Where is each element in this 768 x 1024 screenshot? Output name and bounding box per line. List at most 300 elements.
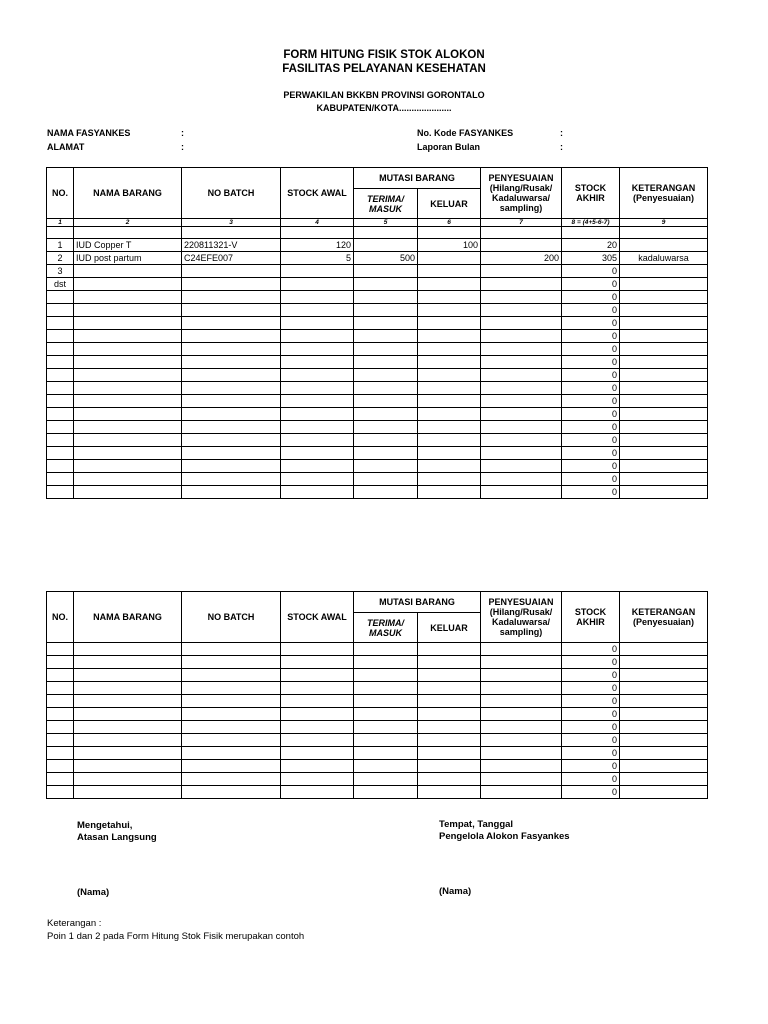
cell-no[interactable]	[47, 447, 74, 460]
cell-penyesuaian[interactable]	[481, 447, 562, 460]
cell-nama-barang[interactable]	[74, 395, 182, 408]
cell-stock-awal[interactable]	[281, 643, 354, 656]
cell-keluar[interactable]: 100	[418, 239, 481, 252]
cell-no-batch[interactable]	[182, 395, 281, 408]
cell-nama-barang[interactable]	[74, 265, 182, 278]
cell-keluar[interactable]	[418, 760, 481, 773]
cell-stock-awal[interactable]	[281, 304, 354, 317]
cell-keluar[interactable]	[418, 643, 481, 656]
cell-no-batch[interactable]	[182, 343, 281, 356]
cell-nama-barang[interactable]	[74, 486, 182, 499]
cell-nama-barang[interactable]	[74, 356, 182, 369]
cell-keluar[interactable]	[418, 473, 481, 486]
cell-no[interactable]: 3	[47, 265, 74, 278]
cell-no[interactable]	[47, 786, 74, 799]
cell-nama-barang[interactable]	[74, 434, 182, 447]
cell-keluar[interactable]	[418, 330, 481, 343]
cell-no[interactable]	[47, 669, 74, 682]
cell-stock-akhir[interactable]: 0	[562, 643, 620, 656]
column-number: 8 = (4+5-6-7)	[562, 219, 620, 227]
cell-terima[interactable]	[354, 291, 418, 304]
cell-keluar[interactable]	[418, 265, 481, 278]
cell-no[interactable]	[47, 408, 74, 421]
cell-penyesuaian[interactable]	[481, 239, 562, 252]
cell-keterangan[interactable]	[620, 382, 708, 395]
cell-stock-akhir[interactable]: 0	[562, 721, 620, 734]
cell-no[interactable]	[47, 734, 74, 747]
cell-keluar[interactable]	[418, 708, 481, 721]
cell-terima[interactable]	[354, 343, 418, 356]
cell-stock-awal[interactable]	[281, 291, 354, 304]
cell-stock-awal[interactable]	[281, 395, 354, 408]
cell-keterangan[interactable]	[620, 421, 708, 434]
cell-keterangan[interactable]	[620, 786, 708, 799]
cell-no[interactable]	[47, 343, 74, 356]
cell-terima[interactable]	[354, 239, 418, 252]
cell-no[interactable]	[47, 421, 74, 434]
cell-stock-awal[interactable]	[281, 278, 354, 291]
cell-penyesuaian[interactable]	[481, 382, 562, 395]
cell-stock-awal[interactable]	[281, 408, 354, 421]
cell-keterangan[interactable]	[620, 773, 708, 786]
cell-stock-awal[interactable]	[281, 330, 354, 343]
cell-terima[interactable]	[354, 434, 418, 447]
cell-nama-barang[interactable]: IUD Copper T	[74, 239, 182, 252]
cell-no[interactable]: dst	[47, 278, 74, 291]
cell-terima[interactable]	[354, 304, 418, 317]
cell-stock-akhir[interactable]: 0	[562, 460, 620, 473]
cell-keterangan[interactable]	[620, 682, 708, 695]
cell-no[interactable]	[47, 395, 74, 408]
cell-no[interactable]	[47, 356, 74, 369]
cell-keluar[interactable]	[418, 695, 481, 708]
cell-keterangan[interactable]	[620, 747, 708, 760]
cell-nama-barang[interactable]	[74, 747, 182, 760]
column-number: 9	[620, 219, 708, 227]
cell-stock-awal[interactable]	[281, 708, 354, 721]
kode-fasyankes-colon: :	[560, 128, 563, 138]
cell-no-batch[interactable]	[182, 265, 281, 278]
cell-no-batch[interactable]	[182, 643, 281, 656]
cell-penyesuaian[interactable]	[481, 395, 562, 408]
cell-stock-awal[interactable]	[281, 382, 354, 395]
cell-stock-akhir[interactable]: 20	[562, 239, 620, 252]
cell-no[interactable]	[47, 643, 74, 656]
cell-no-batch[interactable]: 220811321-V	[182, 239, 281, 252]
cell-stock-awal[interactable]	[281, 421, 354, 434]
cell-terima[interactable]	[354, 708, 418, 721]
col-stock-awal: STOCK AWAL	[281, 592, 354, 643]
cell-stock-awal[interactable]	[281, 317, 354, 330]
cell-no[interactable]	[47, 304, 74, 317]
cell-keluar[interactable]	[418, 721, 481, 734]
cell-keterangan[interactable]	[620, 734, 708, 747]
cell-keterangan[interactable]	[620, 330, 708, 343]
cell-keluar[interactable]	[418, 304, 481, 317]
cell-keluar[interactable]	[418, 747, 481, 760]
cell-no-batch[interactable]	[182, 682, 281, 695]
cell-nama-barang[interactable]	[74, 291, 182, 304]
cell-no-batch[interactable]	[182, 382, 281, 395]
cell-stock-akhir[interactable]: 0	[562, 434, 620, 447]
cell-stock-awal[interactable]	[281, 343, 354, 356]
cell-no-batch[interactable]	[182, 447, 281, 460]
cell-terima[interactable]	[354, 760, 418, 773]
cell-nama-barang[interactable]	[74, 330, 182, 343]
cell-no-batch[interactable]	[182, 656, 281, 669]
cell-penyesuaian[interactable]	[481, 695, 562, 708]
cell-no-batch[interactable]	[182, 473, 281, 486]
column-number: 6	[418, 219, 481, 227]
cell-keterangan[interactable]	[620, 278, 708, 291]
cell-stock-akhir[interactable]: 0	[562, 265, 620, 278]
cell-keterangan[interactable]: kadaluwarsa	[620, 252, 708, 265]
cell-penyesuaian[interactable]	[481, 486, 562, 499]
column-number: 5	[354, 219, 418, 227]
cell-keluar[interactable]	[418, 278, 481, 291]
cell-penyesuaian[interactable]	[481, 434, 562, 447]
cell-stock-awal[interactable]	[281, 669, 354, 682]
cell-nama-barang[interactable]	[74, 343, 182, 356]
cell-penyesuaian[interactable]	[481, 760, 562, 773]
cell-stock-akhir[interactable]: 0	[562, 369, 620, 382]
cell-no[interactable]	[47, 695, 74, 708]
cell-nama-barang[interactable]	[74, 369, 182, 382]
table-row	[47, 265, 708, 278]
cell-no-batch[interactable]	[182, 369, 281, 382]
cell-no-batch[interactable]	[182, 421, 281, 434]
cell-nama-barang[interactable]	[74, 382, 182, 395]
cell-keterangan[interactable]	[620, 447, 708, 460]
cell-keterangan[interactable]	[620, 265, 708, 278]
cell-penyesuaian[interactable]	[481, 343, 562, 356]
cell-terima[interactable]	[354, 786, 418, 799]
cell-keluar[interactable]	[418, 734, 481, 747]
cell-terima[interactable]	[354, 382, 418, 395]
cell-nama-barang[interactable]	[74, 682, 182, 695]
cell-keluar[interactable]	[418, 291, 481, 304]
cell-keluar[interactable]	[418, 382, 481, 395]
cell-penyesuaian[interactable]	[481, 656, 562, 669]
cell-no-batch[interactable]	[182, 330, 281, 343]
cell-no[interactable]	[47, 317, 74, 330]
cell-stock-akhir[interactable]: 0	[562, 695, 620, 708]
cell-stock-awal[interactable]	[281, 486, 354, 499]
cell-penyesuaian[interactable]	[481, 408, 562, 421]
cell-no[interactable]	[47, 656, 74, 669]
cell-stock-awal[interactable]	[281, 434, 354, 447]
cell-keluar[interactable]	[418, 356, 481, 369]
cell-terima[interactable]	[354, 421, 418, 434]
cell-stock-awal[interactable]	[281, 473, 354, 486]
cell-keluar[interactable]	[418, 408, 481, 421]
cell-keterangan[interactable]	[620, 460, 708, 473]
cell-nama-barang[interactable]	[74, 643, 182, 656]
cell-nama-barang[interactable]	[74, 708, 182, 721]
cell-stock-awal[interactable]	[281, 734, 354, 747]
cell-stock-akhir[interactable]: 0	[562, 291, 620, 304]
cell-nama-barang[interactable]	[74, 773, 182, 786]
cell-nama-barang[interactable]	[74, 460, 182, 473]
cell-penyesuaian[interactable]	[481, 291, 562, 304]
cell-penyesuaian[interactable]: 200	[481, 252, 562, 265]
cell-keluar[interactable]	[418, 395, 481, 408]
cell-terima[interactable]	[354, 721, 418, 734]
cell-penyesuaian[interactable]	[481, 265, 562, 278]
col-stock-akhir: STOCK AKHIR	[562, 592, 620, 643]
cell-terima[interactable]	[354, 473, 418, 486]
cell-penyesuaian[interactable]	[481, 421, 562, 434]
cell-nama-barang[interactable]	[74, 473, 182, 486]
cell-penyesuaian[interactable]	[481, 356, 562, 369]
cell-terima[interactable]	[354, 447, 418, 460]
cell-stock-akhir[interactable]: 0	[562, 747, 620, 760]
cell-terima[interactable]	[354, 395, 418, 408]
cell-stock-akhir[interactable]: 0	[562, 408, 620, 421]
cell-terima[interactable]	[354, 682, 418, 695]
cell-nama-barang[interactable]	[74, 408, 182, 421]
cell-stock-awal[interactable]	[281, 760, 354, 773]
cell-penyesuaian[interactable]	[481, 304, 562, 317]
cell-keterangan[interactable]	[620, 643, 708, 656]
cell-no[interactable]	[47, 330, 74, 343]
cell-keterangan[interactable]	[620, 395, 708, 408]
cell-no-batch[interactable]: C24EFE007	[182, 252, 281, 265]
cell-stock-akhir[interactable]: 0	[562, 343, 620, 356]
cell-stock-akhir[interactable]: 0	[562, 330, 620, 343]
cell-no[interactable]	[47, 460, 74, 473]
cell-no-batch[interactable]	[182, 695, 281, 708]
cell-no-batch[interactable]	[182, 747, 281, 760]
cell-keterangan[interactable]	[620, 304, 708, 317]
cell-nama-barang[interactable]	[74, 421, 182, 434]
cell-stock-awal[interactable]	[281, 460, 354, 473]
cell-no-batch[interactable]	[182, 278, 281, 291]
cell-no-batch[interactable]	[182, 356, 281, 369]
cell-no-batch[interactable]	[182, 460, 281, 473]
cell-keluar[interactable]	[418, 421, 481, 434]
cell-keterangan[interactable]	[620, 473, 708, 486]
cell-nama-barang[interactable]	[74, 760, 182, 773]
cell-stock-akhir[interactable]: 0	[562, 786, 620, 799]
cell-terima[interactable]	[354, 656, 418, 669]
cell-stock-akhir[interactable]: 0	[562, 773, 620, 786]
cell-no-batch[interactable]	[182, 786, 281, 799]
cell-stock-awal[interactable]	[281, 747, 354, 760]
cell-stock-awal[interactable]	[281, 656, 354, 669]
cell-stock-akhir[interactable]: 0	[562, 734, 620, 747]
cell-keterangan[interactable]	[620, 695, 708, 708]
cell-stock-akhir[interactable]: 305	[562, 252, 620, 265]
cell-keluar[interactable]	[418, 434, 481, 447]
cell-nama-barang[interactable]	[74, 669, 182, 682]
cell-no-batch[interactable]	[182, 434, 281, 447]
cell-no[interactable]	[47, 486, 74, 499]
cell-stock-awal[interactable]	[281, 369, 354, 382]
cell-keterangan[interactable]	[620, 669, 708, 682]
cell-keluar[interactable]	[418, 682, 481, 695]
cell-terima[interactable]	[354, 643, 418, 656]
cell-terima[interactable]	[354, 369, 418, 382]
cell-stock-akhir[interactable]: 0	[562, 317, 620, 330]
cell-terima[interactable]	[354, 278, 418, 291]
cell-nama-barang[interactable]	[74, 721, 182, 734]
cell-keterangan[interactable]	[620, 369, 708, 382]
cell-stock-awal[interactable]	[281, 773, 354, 786]
cell-no-batch[interactable]	[182, 317, 281, 330]
cell-no[interactable]	[47, 682, 74, 695]
cell-no-batch[interactable]	[182, 408, 281, 421]
cell-terima[interactable]	[354, 356, 418, 369]
cell-penyesuaian[interactable]	[481, 369, 562, 382]
cell-no-batch[interactable]	[182, 721, 281, 734]
cell-stock-awal[interactable]	[281, 447, 354, 460]
alamat-label: ALAMAT	[47, 142, 85, 152]
cell-nama-barang[interactable]	[74, 447, 182, 460]
cell-keterangan[interactable]	[620, 317, 708, 330]
cell-stock-akhir[interactable]: 0	[562, 382, 620, 395]
cell-penyesuaian[interactable]	[481, 669, 562, 682]
cell-penyesuaian[interactable]	[481, 734, 562, 747]
cell-stock-awal[interactable]	[281, 786, 354, 799]
cell-no[interactable]	[47, 708, 74, 721]
cell-stock-akhir[interactable]: 0	[562, 682, 620, 695]
cell-keterangan[interactable]	[620, 291, 708, 304]
cell-terima[interactable]	[354, 773, 418, 786]
cell-stock-awal[interactable]	[281, 682, 354, 695]
cell-nama-barang[interactable]	[74, 656, 182, 669]
cell-terima[interactable]	[354, 317, 418, 330]
cell-keluar[interactable]	[418, 369, 481, 382]
cell-terima[interactable]	[354, 265, 418, 278]
cell-stock-akhir[interactable]: 0	[562, 356, 620, 369]
cell-no[interactable]	[47, 773, 74, 786]
cell-no[interactable]	[47, 747, 74, 760]
cell-keluar[interactable]	[418, 252, 481, 265]
cell-no[interactable]	[47, 369, 74, 382]
cell-stock-akhir[interactable]: 0	[562, 473, 620, 486]
cell-stock-akhir[interactable]: 0	[562, 278, 620, 291]
cell-no[interactable]	[47, 291, 74, 304]
cell-keterangan[interactable]	[620, 434, 708, 447]
cell-nama-barang[interactable]	[74, 304, 182, 317]
cell-stock-akhir[interactable]: 0	[562, 708, 620, 721]
cell-keterangan[interactable]	[620, 486, 708, 499]
cell-terima[interactable]: 500	[354, 252, 418, 265]
cell-nama-barang[interactable]: IUD post partum	[74, 252, 182, 265]
cell-stock-akhir[interactable]: 0	[562, 447, 620, 460]
cell-no-batch[interactable]	[182, 669, 281, 682]
cell-keluar[interactable]	[418, 447, 481, 460]
cell-no[interactable]	[47, 434, 74, 447]
cell-no-batch[interactable]	[182, 734, 281, 747]
table-row	[47, 343, 708, 356]
cell-nama-barang[interactable]	[74, 317, 182, 330]
cell-nama-barang[interactable]	[74, 695, 182, 708]
cell-no-batch[interactable]	[182, 304, 281, 317]
form-subtitle: FASILITAS PELAYANAN KESEHATAN	[282, 63, 486, 75]
cell-penyesuaian[interactable]	[481, 643, 562, 656]
cell-penyesuaian[interactable]	[481, 773, 562, 786]
cell-stock-awal[interactable]	[281, 721, 354, 734]
cell-keterangan[interactable]	[620, 343, 708, 356]
cell-keluar[interactable]	[418, 486, 481, 499]
cell-penyesuaian[interactable]	[481, 721, 562, 734]
cell-keluar[interactable]	[418, 317, 481, 330]
cell-nama-barang[interactable]	[74, 278, 182, 291]
cell-terima[interactable]	[354, 486, 418, 499]
cell-stock-awal[interactable]	[281, 695, 354, 708]
col-no-batch: NO BATCH	[182, 592, 281, 643]
cell-keterangan[interactable]	[620, 721, 708, 734]
cell-keluar[interactable]	[418, 669, 481, 682]
cell-penyesuaian[interactable]	[481, 786, 562, 799]
cell-stock-akhir[interactable]: 0	[562, 395, 620, 408]
cell-no-batch[interactable]	[182, 486, 281, 499]
cell-terima[interactable]	[354, 460, 418, 473]
cell-keluar[interactable]	[418, 343, 481, 356]
cell-no[interactable]: 1	[47, 239, 74, 252]
cell-penyesuaian[interactable]	[481, 473, 562, 486]
cell-terima[interactable]	[354, 695, 418, 708]
cell-keterangan[interactable]	[620, 708, 708, 721]
cell-no-batch[interactable]	[182, 773, 281, 786]
cell-keluar[interactable]	[418, 786, 481, 799]
cell-keterangan[interactable]	[620, 239, 708, 252]
cell-keluar[interactable]	[418, 460, 481, 473]
cell-terima[interactable]	[354, 747, 418, 760]
cell-stock-akhir[interactable]: 0	[562, 421, 620, 434]
cell-nama-barang[interactable]	[74, 786, 182, 799]
cell-terima[interactable]	[354, 669, 418, 682]
cell-no[interactable]: 2	[47, 252, 74, 265]
cell-penyesuaian[interactable]	[481, 708, 562, 721]
cell-stock-awal[interactable]	[281, 356, 354, 369]
cell-keterangan[interactable]	[620, 760, 708, 773]
cell-no[interactable]	[47, 760, 74, 773]
cell-no[interactable]	[47, 721, 74, 734]
cell-stock-awal[interactable]: 5	[281, 252, 354, 265]
cell-nama-barang[interactable]	[74, 734, 182, 747]
cell-no-batch[interactable]	[182, 291, 281, 304]
cell-no-batch[interactable]	[182, 760, 281, 773]
cell-stock-akhir[interactable]: 0	[562, 760, 620, 773]
cell-stock-akhir[interactable]: 0	[562, 486, 620, 499]
cell-stock-akhir[interactable]: 0	[562, 669, 620, 682]
cell-terima[interactable]	[354, 330, 418, 343]
cell-terima[interactable]	[354, 408, 418, 421]
cell-keterangan[interactable]	[620, 356, 708, 369]
cell-no-batch[interactable]	[182, 708, 281, 721]
cell-stock-akhir[interactable]: 0	[562, 304, 620, 317]
cell-penyesuaian[interactable]	[481, 330, 562, 343]
cell-keluar[interactable]	[418, 773, 481, 786]
cell-stock-akhir[interactable]: 0	[562, 656, 620, 669]
cell-keterangan[interactable]	[620, 408, 708, 421]
cell-penyesuaian[interactable]	[481, 460, 562, 473]
cell-no[interactable]	[47, 473, 74, 486]
cell-penyesuaian[interactable]	[481, 747, 562, 760]
cell-keluar[interactable]	[418, 656, 481, 669]
cell-penyesuaian[interactable]	[481, 682, 562, 695]
cell-stock-awal[interactable]	[281, 265, 354, 278]
cell-penyesuaian[interactable]	[481, 278, 562, 291]
cell-no[interactable]	[47, 382, 74, 395]
cell-penyesuaian[interactable]	[481, 317, 562, 330]
cell-stock-awal[interactable]: 120	[281, 239, 354, 252]
cell-terima[interactable]	[354, 734, 418, 747]
cell-keterangan[interactable]	[620, 656, 708, 669]
